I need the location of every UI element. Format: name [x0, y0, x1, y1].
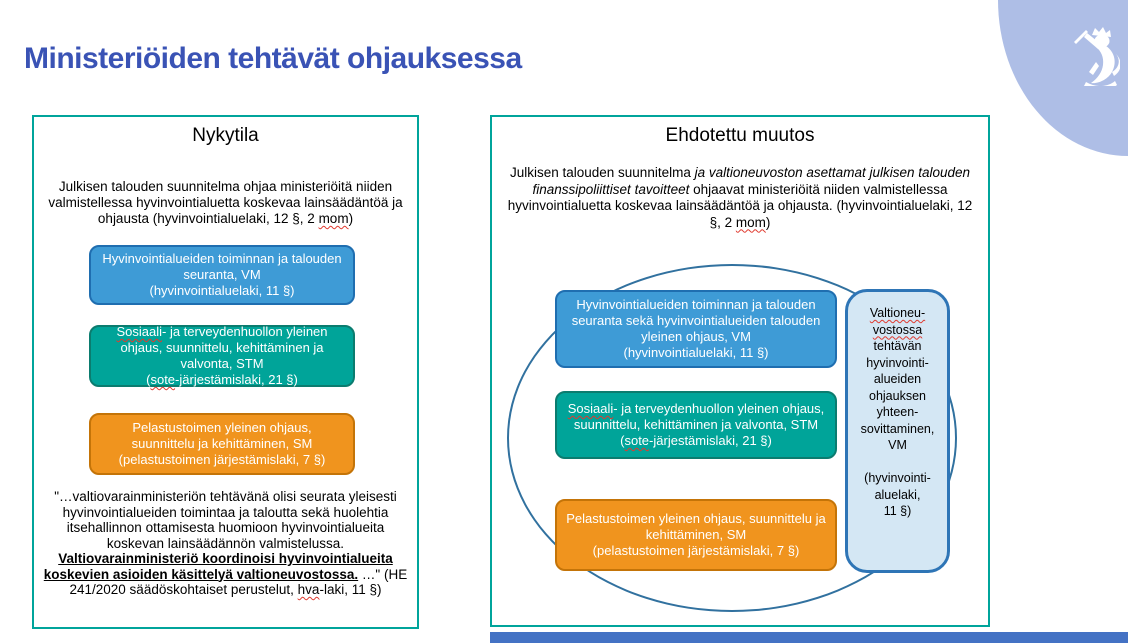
- task-box-law-reference: (pelastustoimen järjestämislaki, 7 §): [118, 452, 326, 467]
- current-state-intro-text: Julkisen talouden suunnitelma ohjaa ministeriöitä niiden valmistellessa hyvinvointialuetta koskevaa lainsäädäntöä ja ohjausta (hyvinvointialuelaki, 12 §, 2 mom): [48, 179, 403, 226]
- panel-current-state: [32, 115, 419, 629]
- task-box-stm-social-health: [555, 391, 837, 459]
- task-box-text: Hyvinvointialueiden toiminnan ja talouden seuranta sekä hyvinvointialueiden talouden yleinen ohjaus, VM: [571, 297, 821, 344]
- task-box-text: Sosiaali- ja terveydenhuollon yleinen ohjaus, suunnittelu, kehittäminen ja valvonta, STM: [567, 401, 825, 432]
- panel-proposed-change-heading: Ehdotettu muutos: [665, 125, 815, 146]
- slide-title: Ministeriöiden tehtävät ohjauksessa: [24, 42, 522, 75]
- task-box-law-reference: (hyvinvointialuelaki, 11 §): [623, 345, 769, 360]
- task-box-sm-rescue: [89, 413, 355, 475]
- coordination-side-box: Valtioneu- vostossa tehtävän hyvinvointi- alueiden ohjauksen yhteen- sovittaminen, VM (hyvinvointi- aluelaki, 11 §): [845, 289, 950, 573]
- task-box-stm-social-health: [89, 325, 355, 387]
- task-box-law-reference: (hyvinvointialuelaki, 11 §): [149, 283, 295, 298]
- footer-bar-decoration: [490, 632, 1128, 643]
- task-box-text: Pelastustoimen yleinen ohjaus, suunnittelu ja kehittäminen, SM: [131, 420, 313, 451]
- panel-proposed-change: [490, 115, 990, 627]
- task-box-law-reference: (sote-järjestämislaki, 21 §): [620, 433, 772, 448]
- panel-current-state-heading: Nykytila: [192, 125, 259, 146]
- finland-coat-of-arms-icon: [1072, 26, 1120, 86]
- task-box-law-reference: (sote-järjestämislaki, 21 §): [146, 372, 298, 387]
- task-box-text: Hyvinvointialueiden toiminnan ja talouden seuranta, VM: [102, 251, 342, 282]
- legislative-quote-text: "…valtiovarainministeriön tehtävänä olisi seurata yleisesti hyvinvointialueiden toimintaa ja taloutta sekä huolehtia itsehallinnon ottamisesta huomioon hyvinvointialueita koskevan lainsäädännön valmistelussa. Valtiovarainministeriö koordinoisi hyvinvointialueita koskevien asioiden käsittelyä valtioneuvostossa. …" (HE 241/2020 säädöskohtaiset perustelut, hva-laki, 11 §): [43, 489, 408, 597]
- task-box-vm-monitoring-steering: [555, 290, 837, 368]
- task-box-text: Sosiaali- ja terveydenhuollon yleinen ohjaus, suunnittelu, kehittäminen ja valvonta, STM: [116, 324, 328, 371]
- task-box-law-reference: (pelastustoimen järjestämislaki, 7 §): [592, 543, 800, 558]
- task-box-sm-rescue: [555, 499, 837, 571]
- task-box-text: Pelastustoimen yleinen ohjaus, suunnittelu ja kehittäminen, SM: [566, 511, 826, 542]
- task-box-vm-monitoring: [89, 245, 355, 305]
- proposed-change-intro-text: Julkisen talouden suunnitelma ja valtioneuvoston asettamat julkisen talouden finanssipoliittiset tavoitteet ohjaavat ministeriöitä niiden valmistellessa hyvinvointialuetta koskevaa lainsäädäntöä ja ohjausta. (hyvinvointialuelaki, 12 §, 2 mom): [507, 165, 973, 230]
